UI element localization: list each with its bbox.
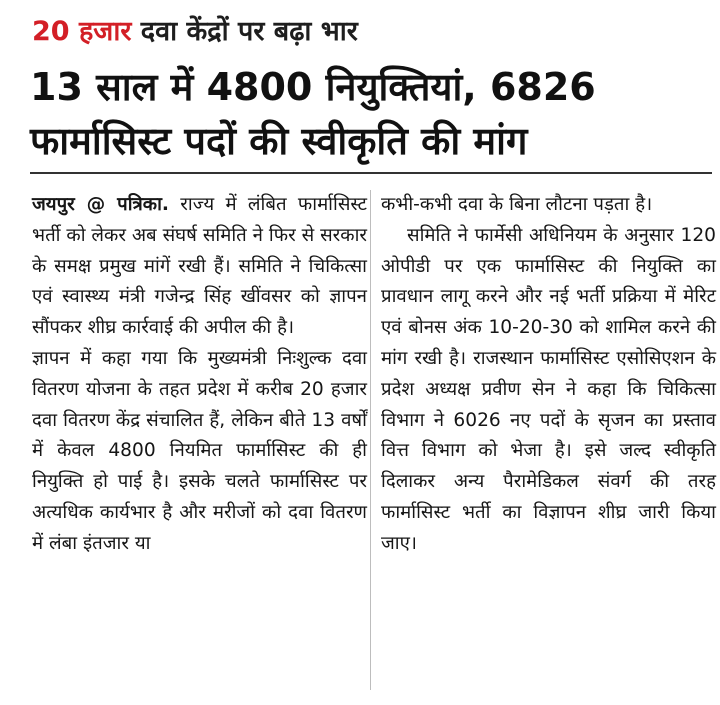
column-right bbox=[381, 190, 716, 560]
paragraph-1-text: राज्य में लंबित फार्मासिस्ट भर्ती को लेकर अब संघर्ष समिति ने फिर से सरकार के समक्ष प्रमुख मांगें रखी हैं। समिति ने चिकित्सा एवं स्वास्थ्य मंत्री गजेन्द्र सिंह खींवसर को ज्ञापन सौंपकर शीघ्र कार्रवाई की अपील की है। bbox=[32, 194, 367, 339]
paragraph-2: ज्ञापन में कहा गया कि मुख्यमंत्री निःशुल्क दवा वितरण योजना के तहत प्रदेश में करीब 20 हजार दवा वितरण केंद्र संचालित हैं, लेकिन बीते 13 वर्षों में केवल 4800 नियमित फार्मासिस्ट की ही नियुक्ति हो पाई है। इसके चलते फार्मासिस्ट पर अत्यधिक कार्यभार है और मरीजों को दवा वितरण में लंबा इंतजार या bbox=[32, 347, 367, 554]
paragraph-3: कभी-कभी दवा के बिना लौटना पड़ता है। bbox=[381, 194, 653, 215]
headline-line-2: फार्मासिस्ट पदों की स्वीकृति की मांग bbox=[30, 119, 528, 163]
headline-rule bbox=[30, 172, 712, 174]
column-left bbox=[32, 190, 367, 560]
headline bbox=[30, 60, 710, 168]
dateline: जयपुर @ पत्रिका. bbox=[32, 194, 169, 215]
paragraph-1 bbox=[32, 190, 367, 344]
kicker bbox=[32, 14, 358, 50]
kicker-highlight: 20 हजार bbox=[32, 16, 132, 47]
headline-line-1: 13 साल में 4800 नियुक्तियां, 6826 bbox=[30, 65, 596, 109]
paragraph-4: समिति ने फार्मेसी अधिनियम के अनुसार 120 ओपीडी पर एक फार्मासिस्ट की नियुक्ति का प्रावधान लागू करने और नई भर्ती प्रक्रिया में मेरिट एवं बोनस अंक 10-20-30 को शामिल करने की मांग रखी है। राजस्थान फार्मासिस्ट एसोसिएशन के प्रदेश अध्यक्ष प्रवीण सेन ने कहा कि चिकित्सा विभाग ने 6026 नए पदों के सृजन का प्रस्ताव वित्त विभाग को भेजा है। इसे जल्द स्वीकृति दिलाकर अन्य पैरामेडिकल संवर्ग की तरह फार्मासिस्ट भर्ती का विज्ञापन शीघ्र जारी किया जाए। bbox=[381, 224, 716, 554]
kicker-text: दवा केंद्रों पर बढ़ा भार bbox=[140, 16, 358, 47]
column-divider bbox=[370, 190, 371, 690]
